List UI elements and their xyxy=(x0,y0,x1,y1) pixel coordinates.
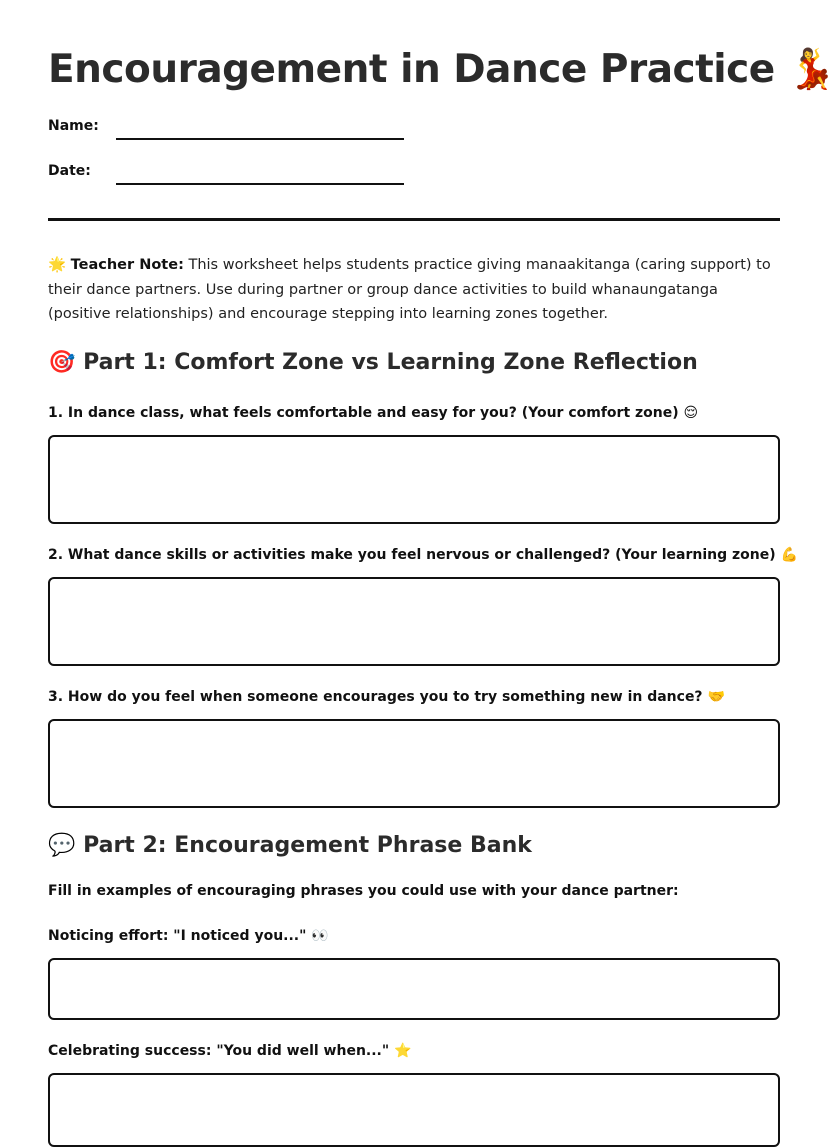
part1-heading: 🎯 Part 1: Comfort Zone vs Learning Zone Reflection xyxy=(48,350,698,375)
star-icon: ⭐ xyxy=(394,1043,412,1059)
answer-box-1[interactable] xyxy=(48,435,780,524)
speech-bubble-icon: 💬 xyxy=(48,833,76,858)
dancer-icon: 💃 xyxy=(787,47,836,92)
date-label: Date: xyxy=(48,163,91,179)
target-icon: 🎯 xyxy=(48,350,76,375)
question-3: 3. How do you feel when someone encourages you to try something new in dance? 🤝 xyxy=(48,689,725,705)
teacher-note-label: Teacher Note: xyxy=(70,257,184,273)
prompt-celebrating-success: Celebrating success: "You did well when..." ⭐ xyxy=(48,1043,412,1059)
section-divider xyxy=(48,218,780,221)
question-2: 2. What dance skills or activities make you feel nervous or challenged? (Your learning zone) 💪 xyxy=(48,547,798,563)
teacher-note-text: This worksheet helps students practice giving manaakitanga (caring support) to their dance partners. Use during partner or group dance activities to build whanaungatanga (positive relationships) and encourage stepping into learning zones together. xyxy=(48,257,771,322)
page-title: Encouragement in Dance Practice 💃 xyxy=(48,47,836,92)
name-label: Name: xyxy=(48,118,99,134)
question-1: 1. In dance class, what feels comfortable and easy for you? (Your comfort zone) 😌 xyxy=(48,405,699,421)
teacher-note xyxy=(48,253,780,327)
part2-heading: 💬 Part 2: Encouragement Phrase Bank xyxy=(48,833,532,858)
phrase-box-celebrating-success[interactable] xyxy=(48,1073,780,1147)
prompt-noticing-effort: Noticing effort: "I noticed you..." 👀 xyxy=(48,928,329,944)
flexed-biceps-icon: 💪 xyxy=(780,547,798,563)
part2-instruction: Fill in examples of encouraging phrases you could use with your dance partner: xyxy=(48,883,679,899)
star-icon: 🌟 xyxy=(48,257,67,273)
phrase-box-noticing-effort[interactable] xyxy=(48,958,780,1020)
handshake-icon: 🤝 xyxy=(707,689,725,705)
date-field[interactable] xyxy=(116,183,404,185)
eyes-icon: 👀 xyxy=(311,928,329,944)
answer-box-3[interactable] xyxy=(48,719,780,808)
answer-box-2[interactable] xyxy=(48,577,780,666)
relieved-face-icon: 😌 xyxy=(683,405,699,421)
name-field[interactable] xyxy=(116,138,404,140)
